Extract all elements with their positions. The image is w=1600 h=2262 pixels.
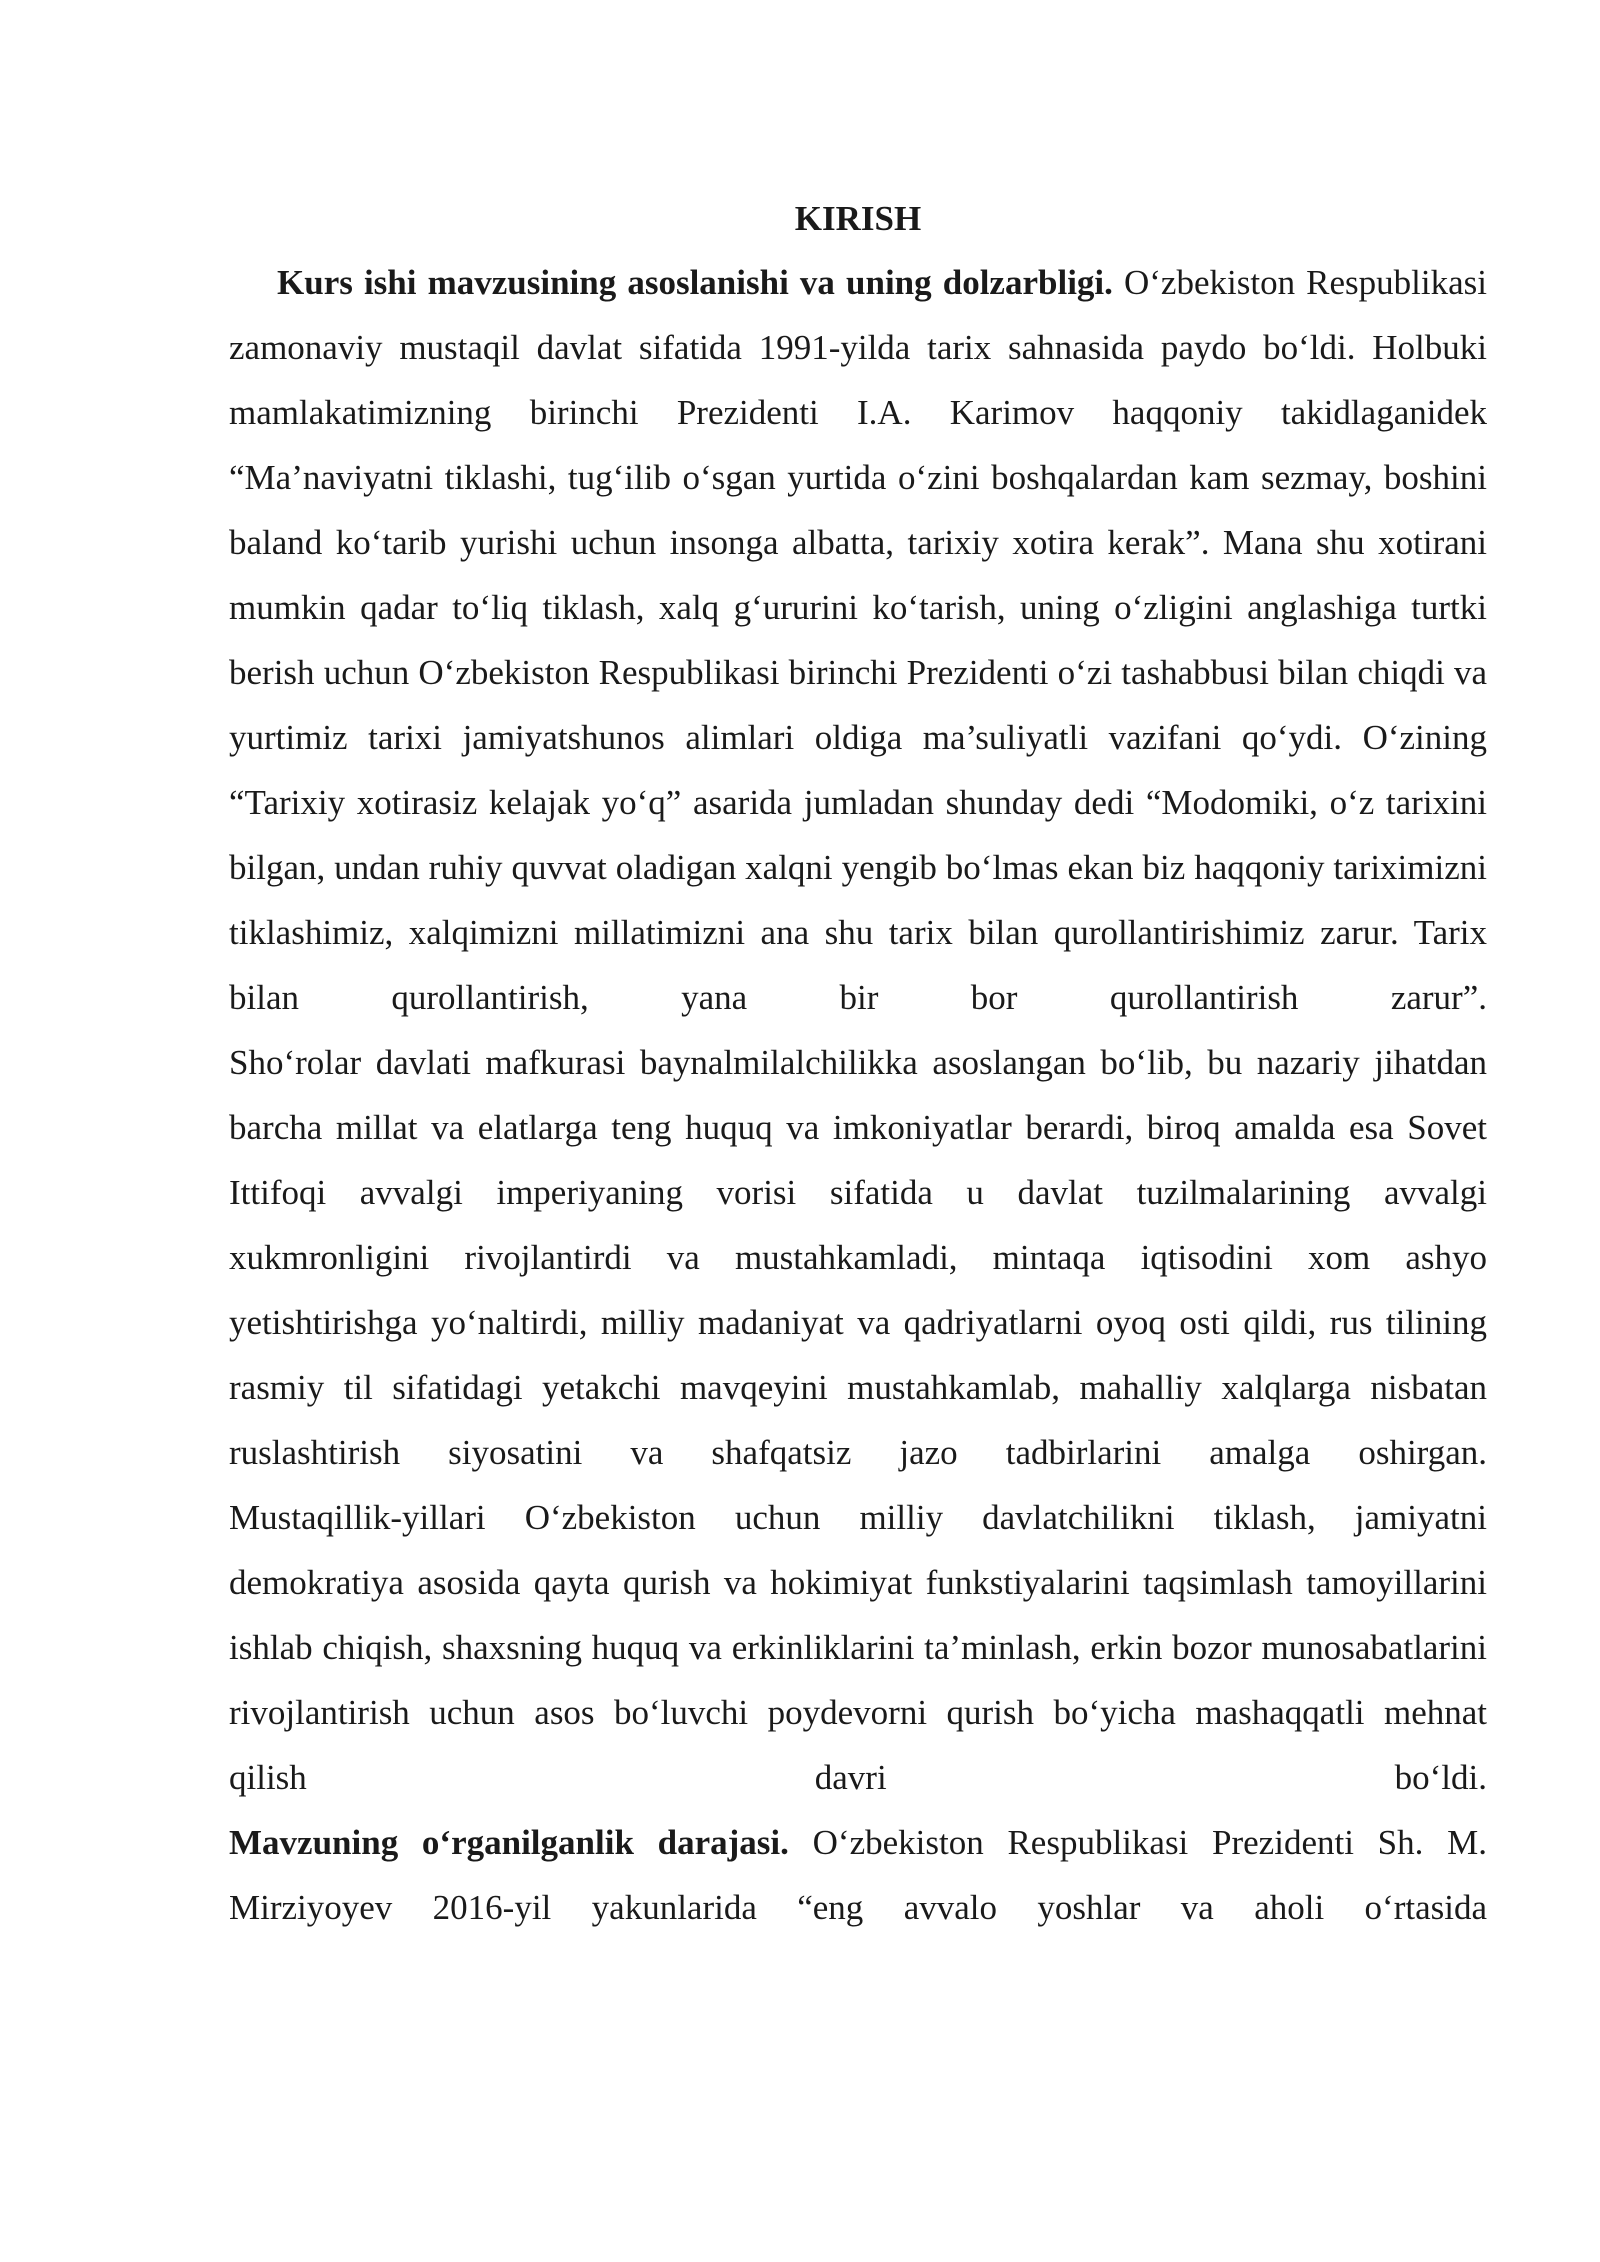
paragraph-text-independence-years: Mustaqillik-yillari O‘zbekiston uchun milliy davlatchilikni tiklash, jamiyatni demokratiya asosida qayta qurish va hokimiyat funkstiyalarini taqsimlash tamoyillarini ishlab chiqish, shaxsning huquq va erkinliklarini ta’minlash, erkin bozor munosabatlarini rivojlantirish uchun asos bo‘luvchi poydevorni qurish bo‘yicha mashaqqatli mehnat qilish davri bo‘ldi. xyxy=(229,1498,1487,1797)
paragraph-text-relevance: O‘zbekiston Respublikasi zamonaviy mustaqil davlat sifatida 1991-yilda tarix sahnasida paydo bo‘ldi. Holbuki mamlakatimizning birinchi Prezidenti I.A. Karimov haqqoniy takidlaganidek “Ma’naviyatni tiklashi, tug‘ilib o‘sgan yurtida o‘zini boshqalardan kam sezmay, boshini baland ko‘tarib yurishi uchun insonga albatta, tarixiy xotira kerak”. Mana shu xotirani mumkin qadar to‘liq tiklash, xalq g‘ururini ko‘tarish, uning o‘zligini anglashiga turtki berish uchun O‘zbekiston Respublikasi birinchi Prezidenti o‘zi tashabbusi bilan chiqdi va yurtimiz tarixi jamiyatshunos alimlari oldiga ma’suliyatli vazifani qo‘ydi. O‘zining “Tarixiy xotirasiz kelajak yo‘q” asarida jumladan shunday dedi “Modomiki, o‘z tarixini bilgan, undan ruhiy quvvat oladigan xalqni yengib bo‘lmas ekan biz haqqoniy tariximizni tiklashimiz, xalqimizni millatimizni ana shu tarix bilan qurollantirishimiz zarur. Tarix bilan qurollantirish, yana bir bor qurollantirish zarur”. xyxy=(229,263,1487,1017)
paragraph-relevance xyxy=(229,250,1487,1030)
paragraph-heading-study-degree: Mavzuning o‘rganilganlik darajasi. xyxy=(229,1823,789,1862)
paragraph-heading-relevance: Kurs ishi mavzusining asoslanishi va uning dolzarbligi. xyxy=(277,263,1113,302)
paragraph-independence-years xyxy=(229,1485,1487,1810)
paragraph-text-study-degree: O‘zbekiston Respublikasi Prezidenti Sh. M. Mirziyoyev 2016-yil yakunlarida “eng avvalo yoshlar va aholi o‘rtasida xyxy=(229,1823,1487,1927)
document-body xyxy=(229,188,1487,1940)
paragraph-text-soviet-ideology: Sho‘rolar davlati mafkurasi baynalmilalchilikka asoslangan bo‘lib, bu nazariy jihatdan barcha millat va elatlarga teng huquq va imkoniyatlar berardi, biroq amalda esa Sovet Ittifoqi avvalgi imperiyaning vorisi sifatida u davlat tuzilmalarining avvalgi xukmronligini rivojlantirdi va mustahkamladi, mintaqa iqtisodini xom ashyo yetishtirishga yo‘naltirdi, milliy madaniyat va qadriyatlarni oyoq osti qildi, rus tilining rasmiy til sifatidagi yetakchi mavqeyini mustahkamlab, mahalliy xalqlarga nisbatan ruslashtirish siyosatini va shafqatsiz jazo tadbirlarini amalga oshirgan. xyxy=(229,1043,1487,1472)
paragraph-study-degree xyxy=(229,1810,1487,1940)
page-title: KIRISH xyxy=(794,199,922,238)
paragraph-soviet-ideology xyxy=(229,1030,1487,1485)
